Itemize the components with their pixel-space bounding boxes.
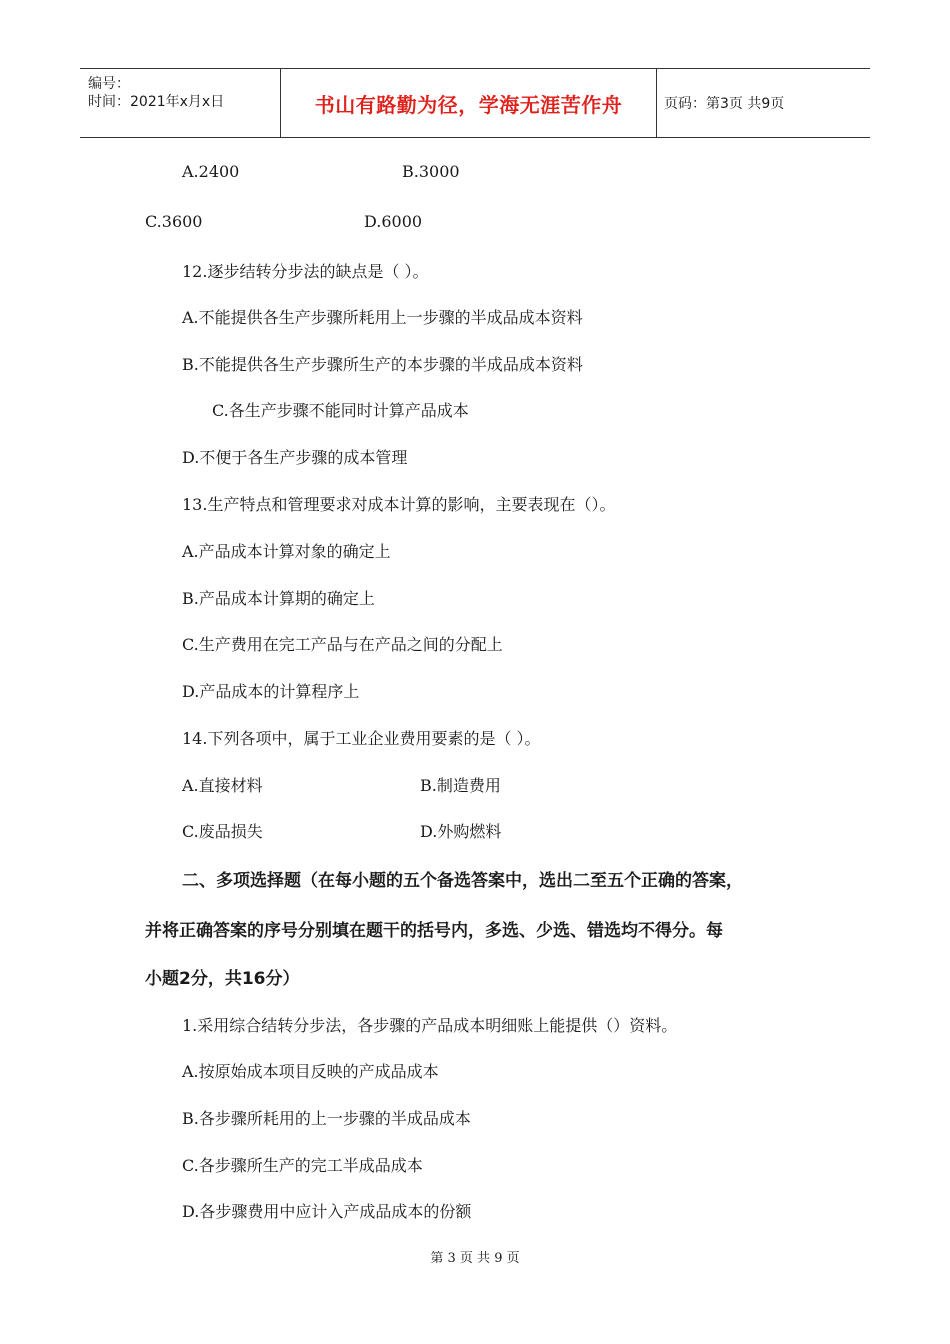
question-13: 13.生产特点和管理要求对成本计算的影响，主要表现在（）。 (182, 495, 616, 514)
option-13a: A.产品成本计算对象的确定上 (182, 542, 391, 561)
option-13c: C.生产费用在完工产品与在产品之间的分配上 (182, 635, 503, 654)
question-12: 12.逐步结转分步法的缺点是（ ）。 (182, 262, 429, 281)
header-motto-cell (280, 69, 657, 137)
option-14a: A.直接材料 (182, 776, 263, 795)
page-header (80, 68, 870, 138)
question-m1: 1.采用综合结转分步法，各步骤的产品成本明细账上能提供（）资料。 (182, 1016, 678, 1035)
option-11c: C.3600 (145, 212, 203, 231)
document-number-label: 编号： (88, 76, 130, 92)
option-m1a: A.按原始成本项目反映的产成品成本 (182, 1062, 439, 1081)
page-footer: 第 3 页 共 9 页 (430, 1251, 520, 1266)
option-12a: A.不能提供各生产步骤所耗用上一步骤的半成品成本资料 (182, 308, 583, 327)
section-heading-line-1: 二、多项选择题（在每小题的五个备选答案中，选出二至五个正确的答案， (182, 871, 743, 891)
option-13b: B.产品成本计算期的确定上 (182, 589, 375, 608)
option-13d: D.产品成本的计算程序上 (182, 682, 360, 701)
option-12b: B.不能提供各生产步骤所生产的本步骤的半成品成本资料 (182, 355, 583, 374)
option-14b: B.制造费用 (420, 776, 501, 795)
option-m1c: C.各步骤所生产的完工半成品成本 (182, 1156, 423, 1175)
option-12c: C.各生产步骤不能同时计算产品成本 (212, 401, 469, 420)
section-heading-line-3: 小题2分，共16分） (145, 969, 300, 989)
option-11b: B.3000 (402, 162, 460, 181)
motto-text: 书山有路勤为径，学海无涯苦作舟 (314, 92, 623, 117)
option-11a: A.2400 (182, 162, 240, 181)
section-heading-line-2: 并将正确答案的序号分别填在题干的括号内，多选、少选、错选均不得分。每 (145, 921, 723, 941)
page-code: 页码：第3页 共9页 (664, 96, 785, 112)
option-11d: D.6000 (364, 212, 423, 231)
question-14: 14.下列各项中，属于工业企业费用要素的是（ ）。 (182, 729, 541, 748)
header-page-cell (656, 69, 878, 137)
option-14d: D.外购燃料 (420, 822, 502, 841)
option-14c: C.废品损失 (182, 822, 263, 841)
header-meta (80, 69, 280, 137)
option-m1b: B.各步骤所耗用的上一步骤的半成品成本 (182, 1109, 471, 1128)
document-date: 时间：2021年x月x日 (88, 94, 225, 110)
option-12d: D.不便于各生产步骤的成本管理 (182, 448, 408, 467)
option-m1d: D.各步骤费用中应计入产成品成本的份额 (182, 1202, 472, 1221)
